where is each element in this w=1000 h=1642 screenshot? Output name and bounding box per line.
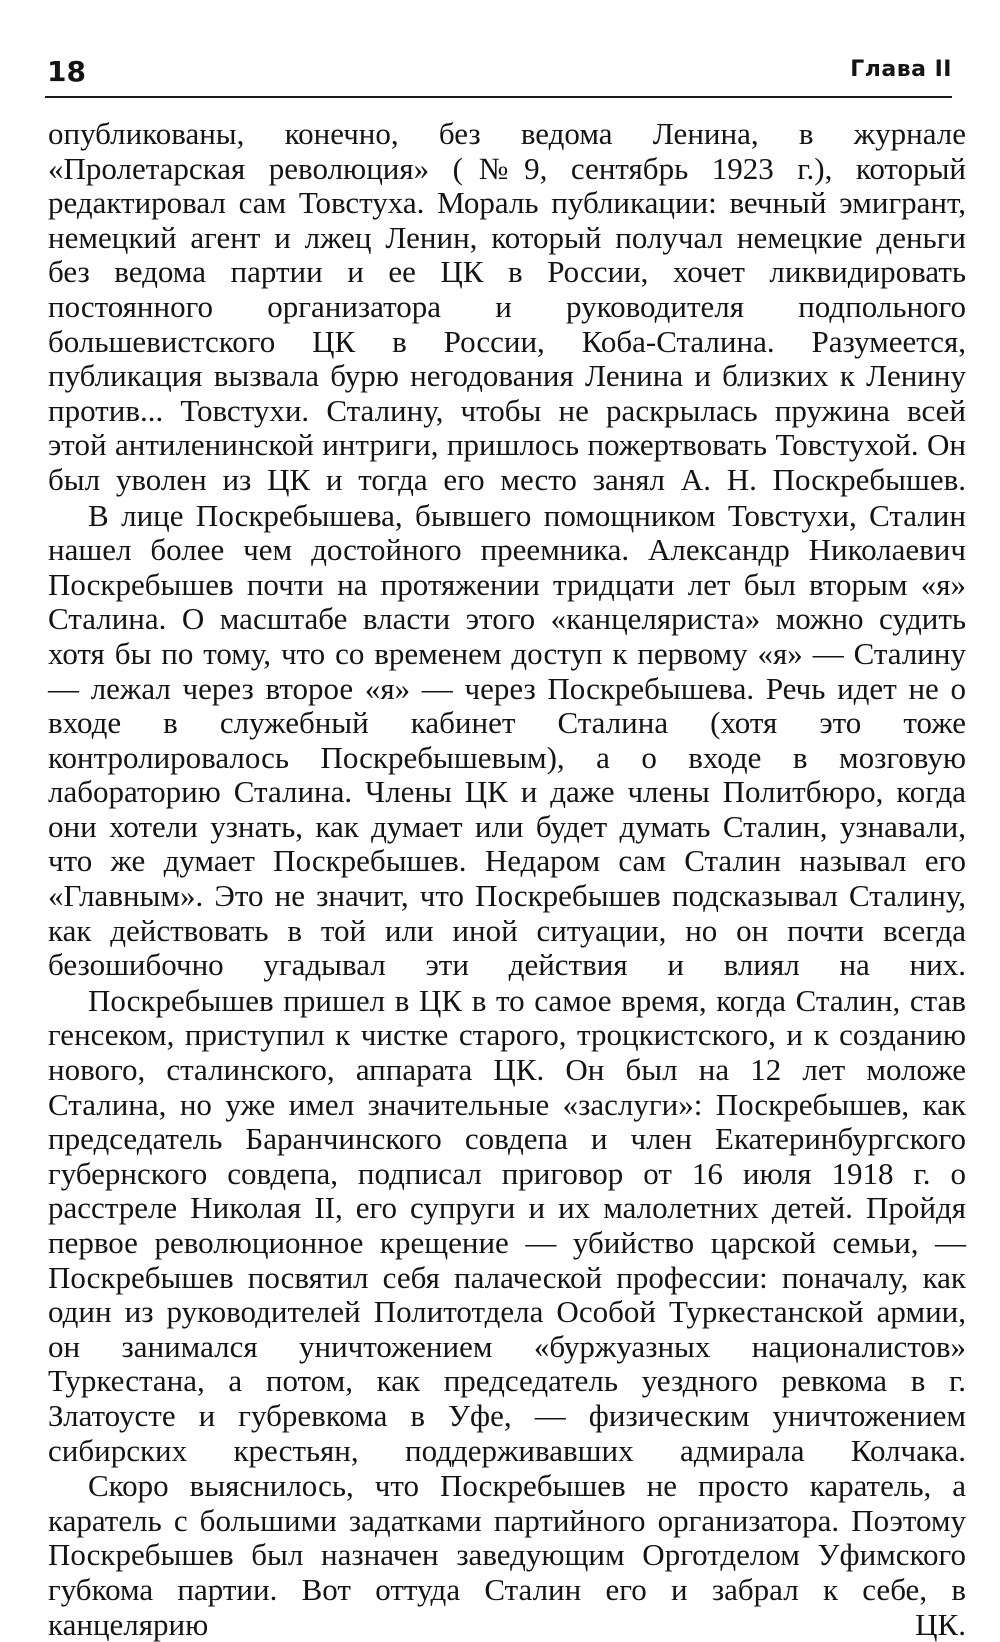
paragraph: опубликованы, конечно, без ведома Ленина, в журнале «Пролетарская революция» (№9, сентябрь 1923 г.), который редактировал сам Товстуха. Мораль публикации: вечный эмигрант, немецкий агент и лжец Ленин, который получал немецкие деньги без ведома партии и ее ЦК в России, хочет ликвидировать постоянного организатора и руководителя подпольного большевистского ЦК в России, Коба-Сталина. Разумеется, публикация вызвала бурю негодования Ленина и близких к Ленину против... Товстухи. Сталину, чтобы не раскрылась пружина всей этой антиленинской интриги, пришлось пожертвовать Товстухой. Он был уволен из ЦК и тогда его место занял А. Н. Поскребышев. xyxy=(48,116,966,497)
chapter-title: Глава II xyxy=(850,57,952,82)
paragraph: Поскребышев пришел в ЦК в то самое время, когда Сталин, став генсеком, приступил к чистке старого, троцкистского, и к созданию нового, сталинского, аппарата ЦК. Он был на 12 лет моложе Сталина, но уже имел значительные «заслуги»: Поскребышев, как председатель Баранчинского совдепа и член Екатеринбургского губернского совдепа, подписал приговор от 16 июля 1918 г. о расстреле Николая II, его супруги и их малолетних детей. Пройдя первое революционное крещение — убийство царской семьи, — Поскребышев посвятил себя палаческой профессии: поначалу, как один из руководителей Политотдела Особой Туркестанской армии, он занимался уничтожением «буржуазных националистов» Туркестана, а потом, как председатель уездного ревкома в г. Златоусте и губревкома в Уфе, — физическим уничтожением сибирских крестьян, поддерживавших адмирала Колчака. xyxy=(48,982,966,1468)
running-head xyxy=(45,52,952,98)
paragraph: Скоро выяснилось, что Поскребышев не просто каратель, а каратель с большими задатками партийного организатора. Поэтому Поскребышев был назначен заведующим Орготделом Уфимского губкома партии. Вот оттуда Сталин его и забрал к себе, в канцелярию ЦК. xyxy=(48,1468,966,1642)
body-text xyxy=(48,117,966,1642)
page-number: 18 xyxy=(47,55,86,88)
paragraph: В лице Поскребышева, бывшего помощником Товстухи, Сталин нашел более чем достойного преемника. Александр Николаевич Поскребышев почти на протяжении тридцати лет был вторым «я» Сталина. О масштабе власти этого «канцеляриста» можно судить хотя бы по тому, что со временем доступ к первому «я» — Сталину — лежал через второе «я» — через Поскребышева. Речь идет не о входе в служебный кабинет Сталина (хотя это тоже контролировалось Поскребышевым), а о входе в мозговую лабораторию Сталина. Члены ЦК и даже члены Политбюро, когда они хотели узнать, как думает или будет думать Сталин, узнавали, что же думает Поскребышев. Недаром сам Сталин называл его «Главным». Это не значит, что Поскребышев подсказывал Сталину, как действовать в той или иной ситуации, но он почти всегда безошибочно угадывал эти действия и влиял на них. xyxy=(48,497,966,983)
